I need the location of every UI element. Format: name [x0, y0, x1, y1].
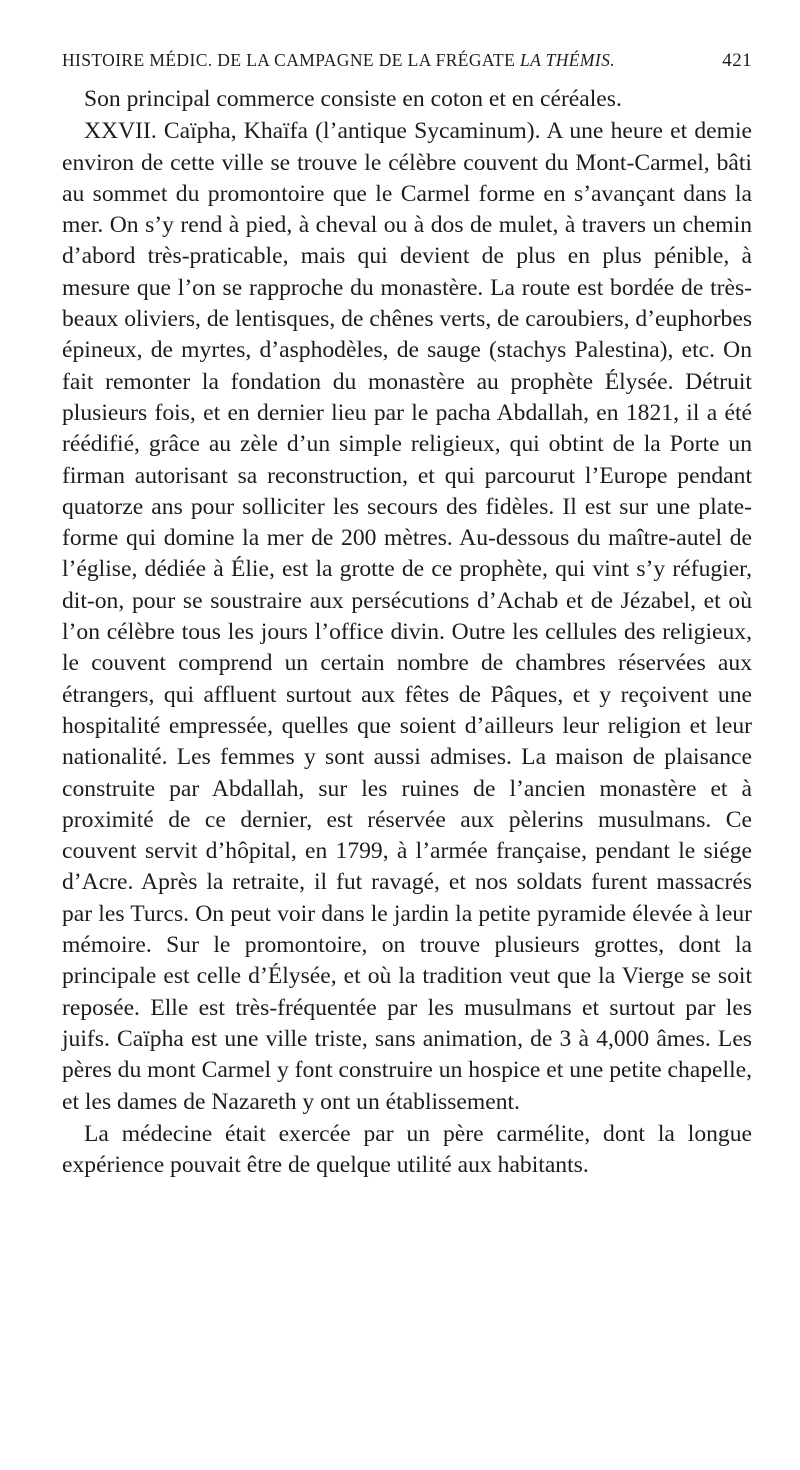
paragraph-1: Son principal commerce consiste en coton et en céréales.: [84, 86, 622, 112]
paragraph-2: XXVII. Caïpha, Khaïfa (l’antique Sycaminum). A une heure et demie environ de cette ville se trouve le célèbre couvent du Mont-Carmel, bâti au sommet du promontoire que le Carmel forme en s’avançant dans la mer. On s’y rend à pied, à cheval ou à dos de mulet, à travers un chemin d’abord très-praticable, mais qui devient de plus en plus pénible, à mesure que l’on se rapproche du monastère. La route est bordée de très-beaux oliviers, de lentisques, de chênes verts, de caroubiers, d’euphorbes épineux, de myrtes, d’asphodèles, de sauge (stachys Palestina), etc. On fait remonter la fondation du monastère au prophète Élysée. Détruit plusieurs fois, et en dernier lieu par le pacha Abdallah, en 1821, il a été réédifié, grâce au zèle d’un simple religieux, qui obtint de la Porte un firman autorisant sa reconstruction, et qui parcourut l’Europe pendant quatorze ans pour solliciter les secours des fidèles. Il est sur une plateforme qui domine la mer de 200 mètres. Au-dessous du maître-autel de l’église, dédiée à Élie, est la grotte de ce prophète, qui vint s’y réfugier, dit-on, pour se soustraire aux persécutions d’Achab et de Jézabel, et où l’on célèbre tous les jours l’office divin. Outre les cellules des religieux, le couvent comprend un certain nombre de chambres réservées aux étrangers, qui affluent surtout aux fêtes de Pâques, et y reçoivent une hospitalité empressée, quelles que soient d’ailleurs leur religion et leur nationalité. Les femmes y sont aussi admises. La maison de plaisance construite par Abdallah, sur les ruines de l’ancien monastère et à proximité de ce dernier, est réservée aux pèlerins musulmans. Ce couvent servit d’hôpital, en 1799, à l’armée française, pendant le siége d’Acre. Après la retraite, il fut ravagé, et nos soldats furent massacrés par les Turcs. On peut voir dans le jardin la petite pyramide élevée à leur mémoire. Sur le promontoire, on trouve plusieurs grottes, dont la principale est celle d’Élysée, et où la tradition veut que la Vierge se soit reposée. Elle est très-fréquentée par les musulmans et surtout par les juifs. Caïpha est une ville triste, sans animation, de 3 à 4,000 âmes. Les pères du mont Carmel y font construire un hospice et une petite chapelle, et les dames de Nazareth y ont un établissement.: [62, 118, 752, 1115]
paragraph-3: La médecine était exercée par un père carmélite, dont la longue expérience pouvait être de quelque utilité aux habitants.: [62, 1120, 752, 1179]
document-page: [62, 48, 752, 1181]
page-number: 421: [722, 50, 752, 71]
running-head-title-roman: HISTOIRE MÉDIC. DE LA CAMPAGNE DE LA FRÉGATE: [62, 50, 520, 70]
running-head: [62, 48, 752, 74]
body-text: [62, 84, 752, 1181]
running-head-title: [62, 48, 615, 72]
running-head-title-italic: LA THÉMIS.: [519, 50, 616, 70]
